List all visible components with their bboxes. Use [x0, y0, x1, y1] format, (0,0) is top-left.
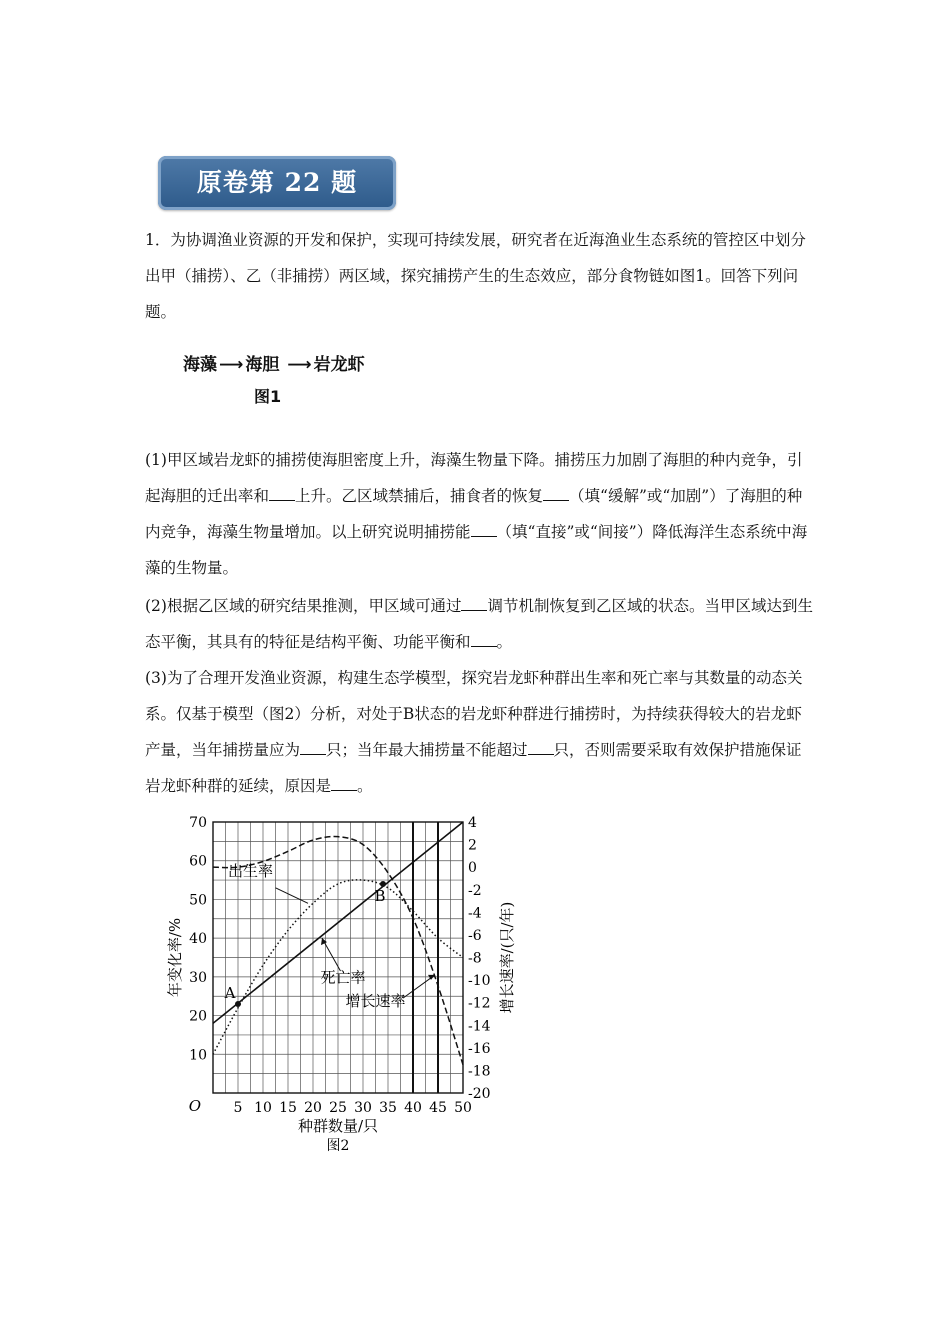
p2-text-b: 调节机制恢复到乙区域的状态。当甲区域达到生态平衡，其具有的特征是结构平衡、功能平衡和	[145, 597, 813, 651]
point-a-marker	[235, 1001, 241, 1007]
figure1-caption: 图1	[254, 387, 282, 406]
point-b-label: B	[374, 886, 386, 905]
answer-blank[interactable]	[471, 632, 497, 647]
y-left-tick-label: 70	[189, 815, 207, 831]
y-left-tick-label: 10	[189, 1047, 207, 1064]
x-tick-label: 45	[429, 1100, 447, 1116]
death-rate-label: 死亡率	[320, 968, 366, 987]
question-part-1	[145, 442, 815, 586]
x-axis-title: 种群数量/只	[297, 1117, 379, 1135]
y-right-tick-label: -14	[468, 1018, 491, 1035]
answer-blank[interactable]	[471, 522, 497, 537]
y-left-tick-label: 20	[189, 1008, 207, 1025]
x-tick-label: 15	[279, 1100, 297, 1116]
chain-node-lobster: 岩龙虾	[313, 355, 365, 375]
y-left-tick-label: 60	[189, 853, 207, 870]
p3-text-d: 。	[357, 777, 373, 795]
p3-text-b: 只；当年最大捕捞量不能超过	[326, 741, 528, 759]
p3-text-c: 只，否则需要采取有效保护措施保证岩龙虾种群的延续，原因是	[145, 741, 802, 795]
figure2-caption: 图2	[326, 1138, 350, 1154]
y-right-tick-label: -6	[468, 927, 482, 944]
chain-arrow-icon: ⟶	[287, 355, 312, 375]
y-left-tick-label: 40	[189, 931, 207, 948]
x-tick-label: 10	[254, 1100, 272, 1116]
p1-text-c: （填“缓解”或“加剧”）了海胆的种内竞争，海藻生物量增加。以上研究说明捕捞能	[145, 487, 803, 541]
question-part-3	[145, 660, 815, 804]
y-right-tick-label: -10	[468, 973, 491, 990]
question-badge: 原卷第 22 题	[158, 156, 396, 210]
origin-label: O	[188, 1097, 201, 1115]
answer-blank[interactable]	[300, 740, 326, 755]
p1-text-a: (1)甲区域岩龙虾的捕捞使海胆密度上升，海藻生物量下降。捕捞压力加剧了海胆的种内竞争，引起海胆的迁出率和	[145, 451, 803, 505]
chain-node-urchin: 海胆	[245, 355, 280, 375]
answer-blank[interactable]	[528, 740, 554, 755]
y-left-tick-label: 30	[189, 969, 207, 986]
x-tick-label: 35	[379, 1100, 397, 1116]
y-left-axis-title: 年变化率/%	[166, 917, 184, 998]
x-tick-label: 20	[304, 1100, 322, 1116]
point-a-label: A	[224, 983, 236, 1002]
y-right-tick-label: -4	[468, 905, 482, 922]
birth-rate-label: 出生率	[227, 862, 274, 881]
p2-text-a: (2)根据乙区域的研究结果推测，甲区域可通过	[145, 597, 462, 615]
y-right-tick-label: -18	[468, 1063, 491, 1080]
question-part-2	[145, 588, 815, 660]
p2-text-c: 。	[496, 633, 513, 651]
y-right-tick-label: 2	[468, 837, 477, 854]
x-tick-label: 40	[404, 1100, 422, 1116]
y-right-tick-label: -20	[468, 1086, 491, 1102]
birth-rate-leader	[276, 888, 309, 903]
p3-text-a: (3)为了合理开发渔业资源，构建生态学模型，探究岩龙虾种群出生率和死亡率与其数量的动态关系。仅基于模型（图2）分析，对处于B状态的岩龙虾种群进行捕捞时，为持续获得较大的岩龙虾产量，当年捕捞量应为	[145, 669, 803, 759]
chain-arrow-icon: ⟶	[219, 355, 244, 375]
y-right-tick-label: 4	[468, 815, 477, 831]
food-chain	[183, 350, 365, 375]
answer-blank[interactable]	[461, 596, 487, 611]
death-rate-arrowhead	[321, 938, 327, 945]
x-tick-label: 30	[354, 1100, 372, 1116]
p1-text-b: 上升。乙区域禁捕后，捕食者的恢复	[295, 487, 544, 505]
x-tick-label: 50	[454, 1100, 472, 1116]
answer-blank[interactable]	[269, 486, 295, 501]
p1-text-d: （填“直接”或“间接”）降低海洋生态系统中海藻的生物量。	[145, 523, 808, 577]
x-tick-label: 5	[233, 1100, 243, 1116]
y-left-tick-label: 50	[189, 892, 207, 909]
figure2-chart	[160, 808, 540, 1158]
x-tick-label: 25	[329, 1100, 347, 1116]
y-right-tick-label: -16	[468, 1040, 491, 1057]
question-intro	[145, 222, 815, 330]
y-right-tick-label: -2	[468, 882, 482, 899]
answer-blank[interactable]	[543, 486, 569, 501]
y-right-tick-label: -12	[468, 995, 491, 1012]
answer-blank[interactable]	[331, 776, 357, 791]
growth-rate-label: 增长速率	[345, 991, 406, 1010]
intro-text: 1．为协调渔业资源的开发和保护，实现可持续发展，研究者在近海渔业生态系统的管控区中划分出甲（捕捞）、乙（非捕捞）两区域，探究捕捞产生的生态效应，部分食物链如图1。回答下列问题。	[145, 231, 806, 321]
y-right-axis-title: 增长速率/(只/年)	[498, 901, 516, 1014]
y-right-tick-label: 0	[468, 860, 477, 877]
y-right-tick-label: -8	[468, 950, 482, 967]
chain-node-seaweed: 海藻	[183, 355, 217, 375]
